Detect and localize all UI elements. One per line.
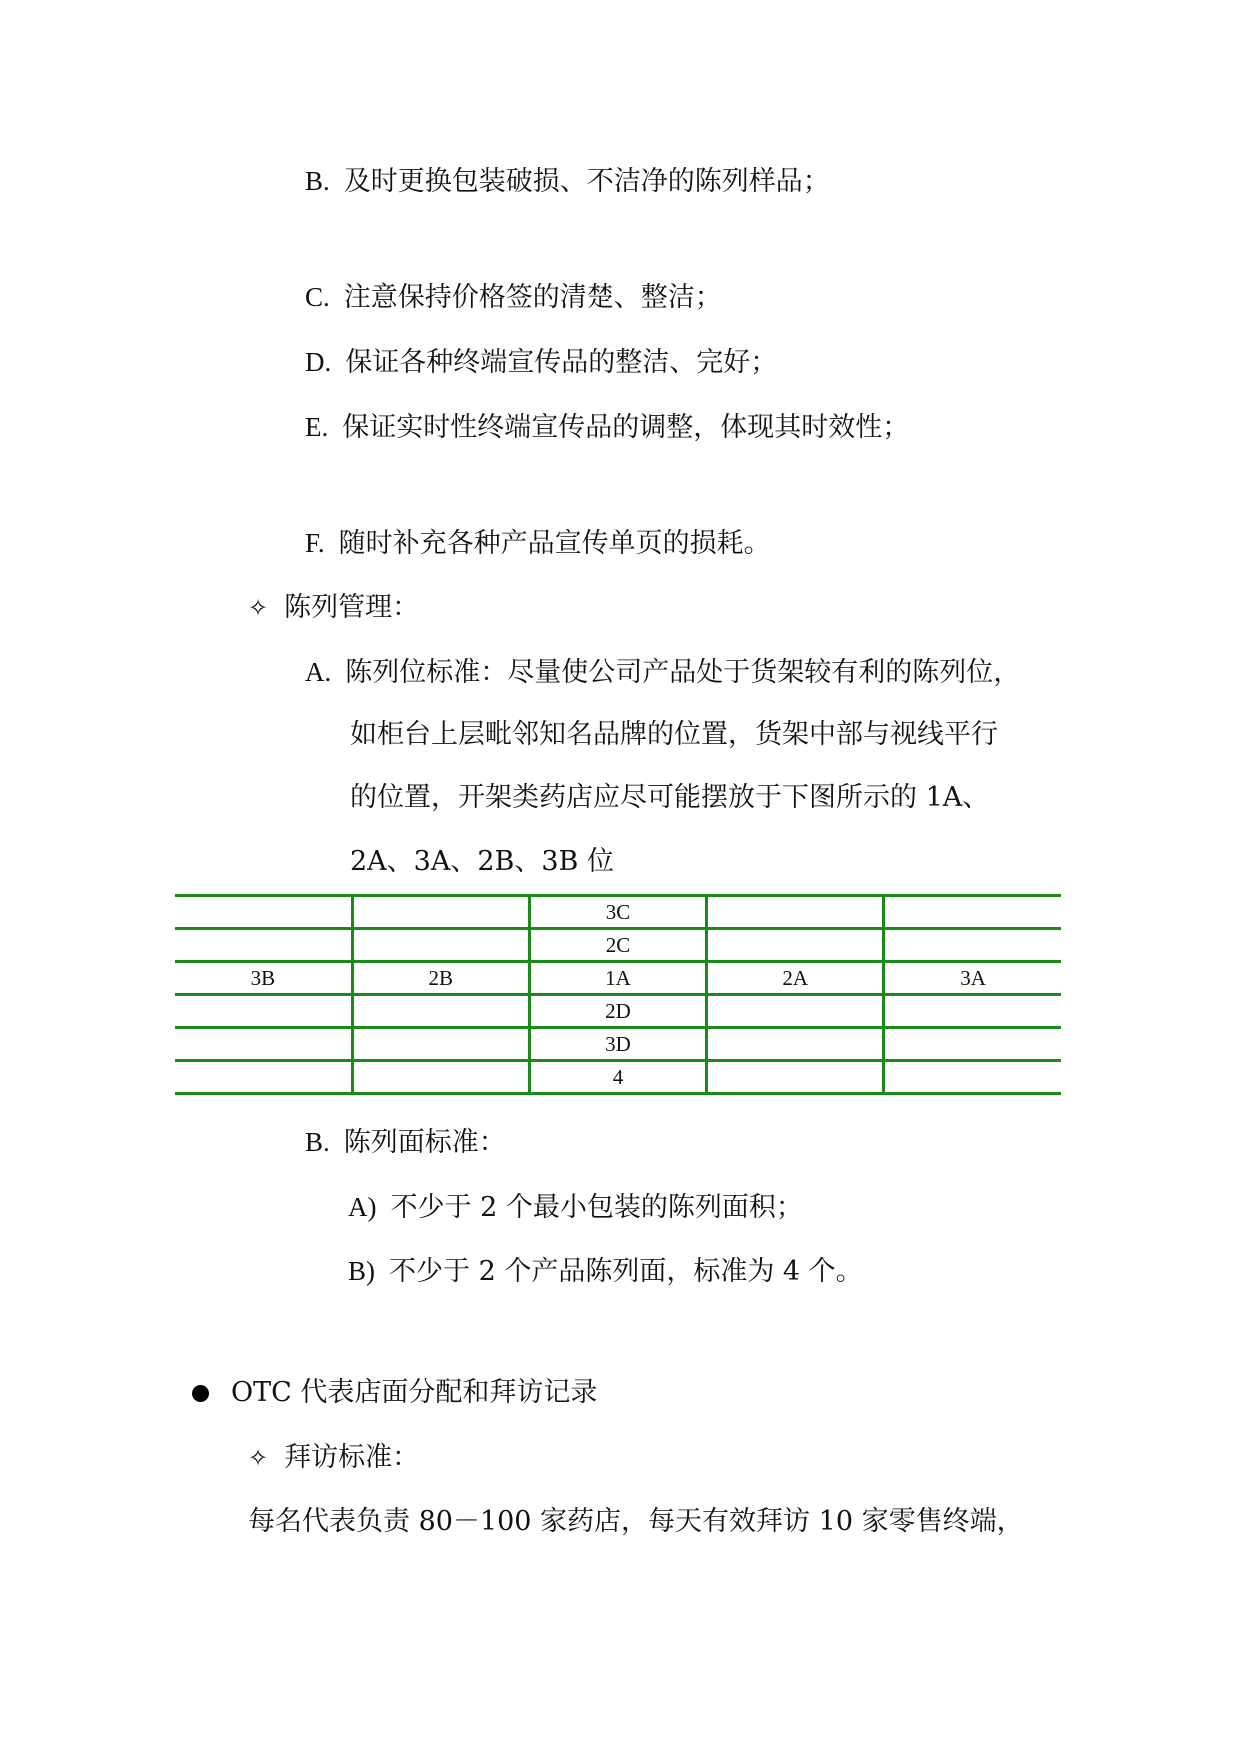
shelf-cell: 4 <box>529 1061 706 1094</box>
shelf-cell <box>352 1061 529 1094</box>
list-marker: B. <box>305 166 330 196</box>
list-text: 保证各种终端宣传品的整洁、完好； <box>345 347 778 378</box>
shelf-cell <box>352 1028 529 1061</box>
shelf-row <box>175 962 1061 995</box>
list-item-b <box>305 164 830 199</box>
list-text: 及时更换包装破损、不洁净的陈列样品； <box>343 166 830 197</box>
shelf-cell <box>175 1028 352 1061</box>
shelf-cell: 2C <box>529 929 706 962</box>
shelf-position-table <box>175 894 1061 1095</box>
bullet-icon <box>192 1385 209 1402</box>
list-text: 注意保持价格签的清楚、整洁； <box>343 282 722 313</box>
list-item-c <box>305 280 722 315</box>
shelf-cell <box>352 995 529 1028</box>
list-item-d <box>305 345 777 380</box>
list-item-f <box>305 526 771 561</box>
list-marker: B) <box>348 1256 375 1286</box>
display-standard-item-a <box>305 655 1020 690</box>
shelf-row <box>175 1028 1061 1061</box>
paragraph-line: 的位置，开架类药店应尽可能摆放于下图所示的 1A、 <box>350 782 990 813</box>
list-marker: A) <box>348 1192 377 1222</box>
heading-text: 拜访标准： <box>284 1442 420 1473</box>
heading-text: 陈列管理： <box>284 592 420 623</box>
shelf-cell: 2B <box>352 962 529 995</box>
shelf-cell <box>175 995 352 1028</box>
shelf-cell: 3C <box>529 896 706 929</box>
shelf-row <box>175 896 1061 929</box>
shelf-cell <box>884 1028 1061 1061</box>
shelf-cell <box>884 929 1061 962</box>
shelf-cell <box>884 1061 1061 1094</box>
list-text: 不少于 2 个产品陈列面，标准为 4 个。 <box>389 1256 863 1287</box>
shelf-cell <box>707 1061 884 1094</box>
display-face-standard-item-b <box>305 1125 506 1160</box>
shelf-cell <box>175 929 352 962</box>
shelf-cell <box>352 896 529 929</box>
paragraph-line: 如柜台上层毗邻知名品牌的位置，货架中部与视线平行 <box>350 719 998 750</box>
shelf-cell <box>175 896 352 929</box>
list-marker: E. <box>305 412 329 442</box>
shelf-cell: 3D <box>529 1028 706 1061</box>
section-heading: OTC 代表店面分配和拜访记录 <box>231 1377 598 1408</box>
list-text: 保证实时性终端宣传品的调整，体现其时效性； <box>342 412 910 443</box>
shelf-cell <box>884 896 1061 929</box>
shelf-cell <box>352 929 529 962</box>
list-marker: F. <box>305 528 325 558</box>
shelf-cell <box>707 896 884 929</box>
shelf-cell <box>175 1061 352 1094</box>
shelf-cell: 2D <box>529 995 706 1028</box>
shelf-row <box>175 1061 1061 1094</box>
list-text: 陈列面标准： <box>343 1127 506 1158</box>
shelf-cell <box>884 995 1061 1028</box>
shelf-cell: 1A <box>529 962 706 995</box>
diamond-star-icon: ✧ <box>248 1444 269 1472</box>
list-text: 随时补充各种产品宣传单页的损耗。 <box>338 528 771 559</box>
shelf-cell <box>707 1028 884 1061</box>
display-management-heading <box>248 591 419 625</box>
list-marker: C. <box>305 282 330 312</box>
shelf-row <box>175 929 1061 962</box>
shelf-row <box>175 995 1061 1028</box>
paragraph-line: 2A、3A、2B、3B 位 <box>350 846 614 877</box>
shelf-cell <box>707 995 884 1028</box>
visit-standard-heading <box>248 1441 419 1475</box>
sub-item-b <box>348 1254 863 1289</box>
shelf-cell: 2A <box>707 962 884 995</box>
list-marker: D. <box>305 347 332 377</box>
sub-item-a <box>348 1190 803 1225</box>
shelf-cell: 3A <box>884 962 1061 995</box>
diamond-star-icon: ✧ <box>248 594 269 622</box>
list-marker: B. <box>305 1127 330 1157</box>
list-text: 不少于 2 个最小包装的陈列面积； <box>390 1192 803 1223</box>
shelf-cell <box>707 929 884 962</box>
body-paragraph: 每名代表负责 80－100 家药店，每天有效拜访 10 家零售终端， <box>248 1506 1024 1537</box>
shelf-cell: 3B <box>175 962 352 995</box>
paragraph-line: 陈列位标准：尽量使公司产品处于货架较有利的陈列位， <box>345 657 1021 688</box>
list-item-e <box>305 410 909 445</box>
list-marker: A. <box>305 657 332 687</box>
